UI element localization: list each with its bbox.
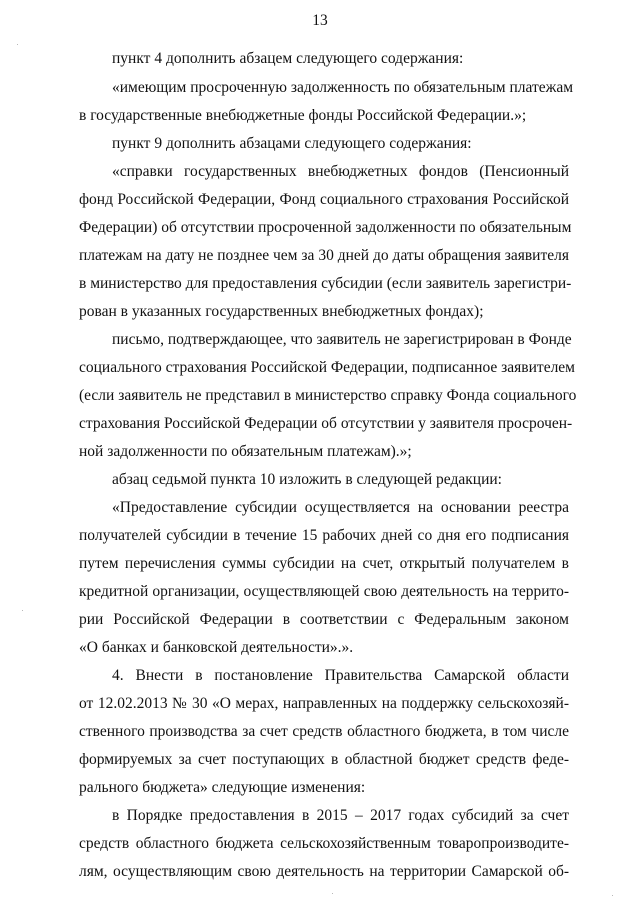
scan-speck — [332, 893, 333, 894]
paragraph-line: лям, осуществляющим свою деятельность на территории Самарской об- — [79, 863, 569, 880]
paragraph-line: фонд Российской Федерации, Фонд социального страхования Российской — [79, 191, 569, 208]
paragraph-line: абзац седьмой пункта 10 изложить в следующей редакции: — [112, 471, 502, 488]
paragraph-line: ственного производства за счет средств областного бюджета, в том числе — [79, 723, 569, 740]
paragraph-line: пункт 4 дополнить абзацем следующего содержания: — [112, 50, 464, 67]
page-number: 13 — [312, 12, 328, 29]
scan-speck — [22, 610, 23, 611]
paragraph-line: «Предоставление субсидии осуществляется на основании реестра — [112, 499, 569, 516]
paragraph-line: рии Российской Федерации в соответствии с Федеральным законом — [79, 611, 569, 628]
paragraph-line: в министерство для предоставления субсидии (если заявитель зарегистри- — [79, 275, 572, 292]
paragraph-line: рован в указанных государственных внебюджетных фондах); — [79, 303, 484, 320]
paragraph-line: «О банках и банковской деятельности».». — [79, 639, 354, 656]
paragraph-line: в государственные внебюджетные фонды Российской Федерации.»; — [79, 107, 527, 124]
paragraph-line: письмо, подтверждающее, что заявитель не зарегистрирован в Фонде — [112, 331, 572, 348]
paragraph-line: кредитной организации, осуществляющей свою деятельность на террито- — [79, 583, 569, 600]
paragraph-line: «справки государственных внебюджетных фондов (Пенсионный — [112, 163, 569, 180]
paragraph-line: путем перечисления суммы субсидии на счет, открытый получателем в — [79, 555, 569, 572]
paragraph-line: получателей субсидии в течение 15 рабочих дней со дня его подписания — [79, 527, 569, 544]
paragraph-line: социального страхования Российской Федерации, подписанное заявителем — [79, 359, 575, 376]
paragraph-line: в Порядке предоставления в 2015 – 2017 годах субсидий за счет — [112, 807, 569, 824]
paragraph-line: платежам на дату не позднее чем за 30 дней до даты обращения заявителя — [79, 247, 569, 264]
paragraph-line: средств областного бюджета сельскохозяйственным товаропроизводите- — [79, 835, 569, 852]
paragraph-line: ной задолженности по обязательным платежам).»; — [79, 443, 412, 460]
paragraph-line: рального бюджета» следующие изменения: — [79, 779, 366, 796]
paragraph-line: (если заявитель не представил в министерство справку Фонда социального — [79, 387, 577, 404]
paragraph-line: пункт 9 дополнить абзацами следующего содержания: — [112, 135, 472, 152]
scan-speck — [612, 895, 613, 896]
paragraph-line: «имеющим просроченную задолженность по обязательным платежам — [112, 79, 574, 96]
paragraph-line: формируемых за счет поступающих в областной бюджет средств феде- — [79, 751, 569, 768]
paragraph-line: страхования Российской Федерации об отсутствии у заявителя просрочен- — [79, 415, 573, 432]
paragraph-line: Федерации) об отсутствии просроченной задолженности по обязательным — [79, 219, 572, 236]
scan-speck — [17, 44, 18, 45]
paragraph-line: от 12.02.2013 № 30 «О мерах, направленных на поддержку сельскохозяй- — [79, 695, 569, 712]
paragraph-line: 4. Внести в постановление Правительства Самарской области — [112, 667, 569, 684]
